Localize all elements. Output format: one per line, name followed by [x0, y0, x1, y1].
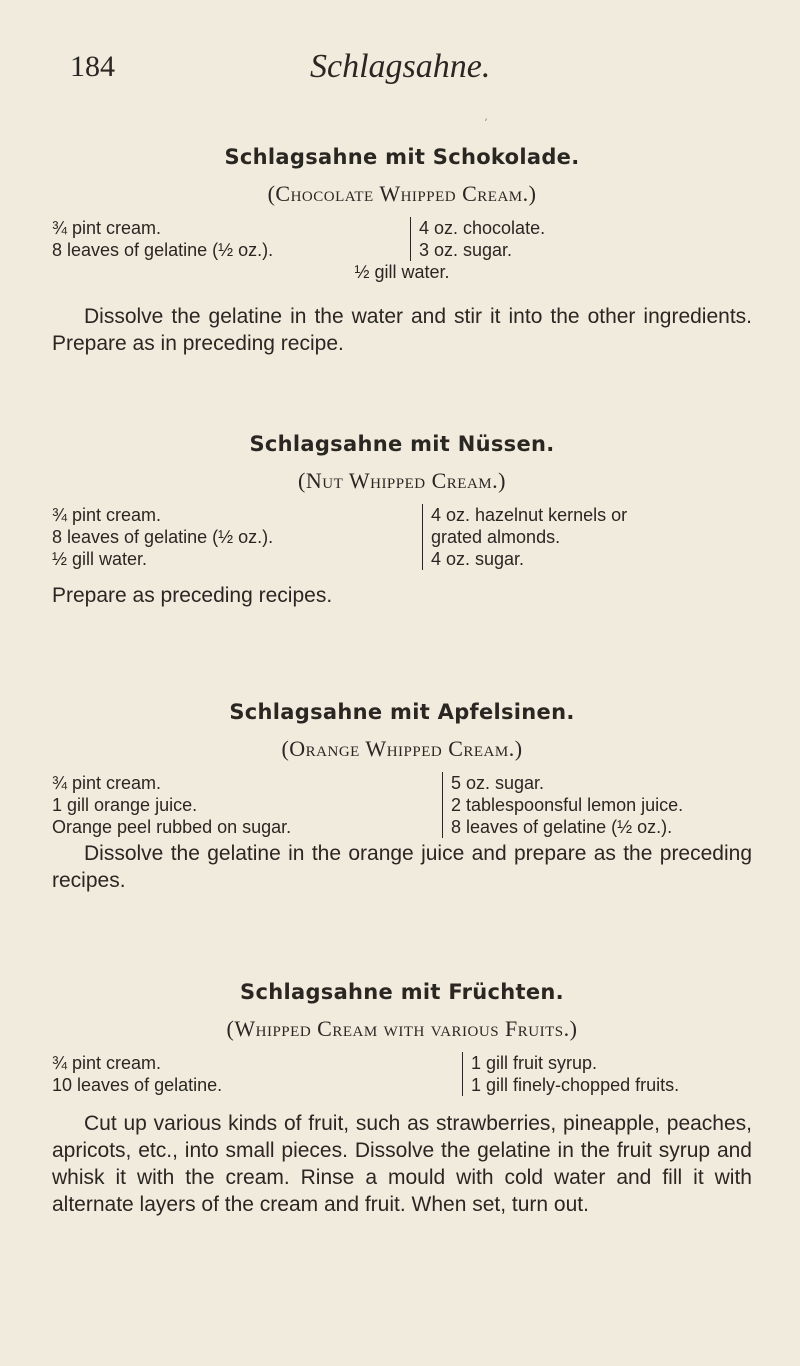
recipe-title: Schlagsahne mit Schokolade.: [224, 145, 580, 169]
ingredient: 8 leaves of gelatine (½ oz.).: [451, 817, 673, 837]
running-head: [0, 48, 800, 98]
ingredient-list: [52, 1052, 752, 1102]
ingredient: ½ gill water.: [354, 262, 450, 282]
ingredient: ½ gill water.: [52, 549, 148, 569]
recipe-subtitle: (Nut Whipped Cream.): [298, 468, 506, 493]
page-number: 184: [70, 50, 115, 83]
recipe-chocolate-whipped-cream: [52, 145, 752, 385]
running-title: Schlagsahne.: [310, 48, 491, 85]
ingredients-right: [410, 217, 545, 261]
ingredient-list: [52, 217, 752, 297]
ingredient: 8 leaves of gelatine (½ oz.).: [52, 527, 274, 547]
recipe-subtitle: (Whipped Cream with various Fruits.): [226, 1016, 578, 1041]
ingredient: grated almonds.: [431, 527, 561, 547]
ingredient: 1 gill orange juice.: [52, 795, 198, 815]
ingredients-left: [52, 217, 273, 261]
ingredients-left: [52, 1052, 222, 1096]
ingredient: ¾ pint cream.: [52, 773, 162, 793]
recipe-method: Dissolve the gelatine in the orange juice and prepare as the preceding recipes.: [52, 842, 752, 892]
ingredient: 1 gill finely-chopped fruits.: [471, 1075, 680, 1095]
ingredient: ¾ pint cream.: [52, 218, 162, 238]
ingredient: Orange peel rubbed on sugar.: [52, 817, 292, 837]
recipe-subtitle: (Orange Whipped Cream.): [281, 736, 523, 761]
ingredient-list: [52, 772, 752, 842]
recipe-title: Schlagsahne mit Nüssen.: [249, 432, 555, 456]
ingredients-left: [52, 504, 273, 570]
recipe-fruit-whipped-cream: [52, 980, 752, 1330]
recipe-subtitle: (Chocolate Whipped Cream.): [267, 181, 537, 206]
ingredients-right: [422, 504, 627, 570]
ingredient-list: [52, 504, 752, 574]
ingredient: 8 leaves of gelatine (½ oz.).: [52, 240, 274, 260]
recipe-title: Schlagsahne mit Früchten.: [240, 980, 564, 1004]
ingredients-left: [52, 772, 291, 838]
ingredient: 4 oz. sugar.: [431, 549, 525, 569]
recipe-nut-whipped-cream: [52, 432, 752, 682]
recipe-title: Schlagsahne mit Apfelsinen.: [229, 700, 575, 724]
recipe-method: Prepare as preceding recipes.: [52, 584, 333, 607]
recipe-method: Dissolve the gelatine in the water and stir it into the other ingredients. Prepare as in preceding recipe.: [52, 305, 752, 355]
ingredients-right: [442, 772, 683, 838]
ingredient: 1 gill fruit syrup.: [471, 1053, 598, 1073]
ingredient: 4 oz. hazelnut kernels or: [431, 505, 628, 525]
recipe-orange-whipped-cream: [52, 700, 752, 960]
ingredient: ¾ pint cream.: [52, 1053, 162, 1073]
ingredient: 10 leaves of gelatine.: [52, 1075, 223, 1095]
recipe-method: Cut up various kinds of fruit, such as strawberries, pineapple, peaches, apricots, etc., into small pieces. Dissolve the gelatine in the fruit syrup and whisk it with the cream. Rinse a mould with cold water and fill it with alternate layers of the cream and fruit. When set, turn out.: [52, 1112, 752, 1216]
ingredient: ¾ pint cream.: [52, 505, 162, 525]
scan-speck: ʼ: [484, 118, 488, 129]
ingredient: 2 tablespoonsful lemon juice.: [451, 795, 684, 815]
ingredients-right: [462, 1052, 679, 1096]
ingredient: 3 oz. sugar.: [419, 240, 513, 260]
ingredient: 5 oz. sugar.: [451, 773, 545, 793]
ingredient: 4 oz. chocolate.: [419, 218, 546, 238]
